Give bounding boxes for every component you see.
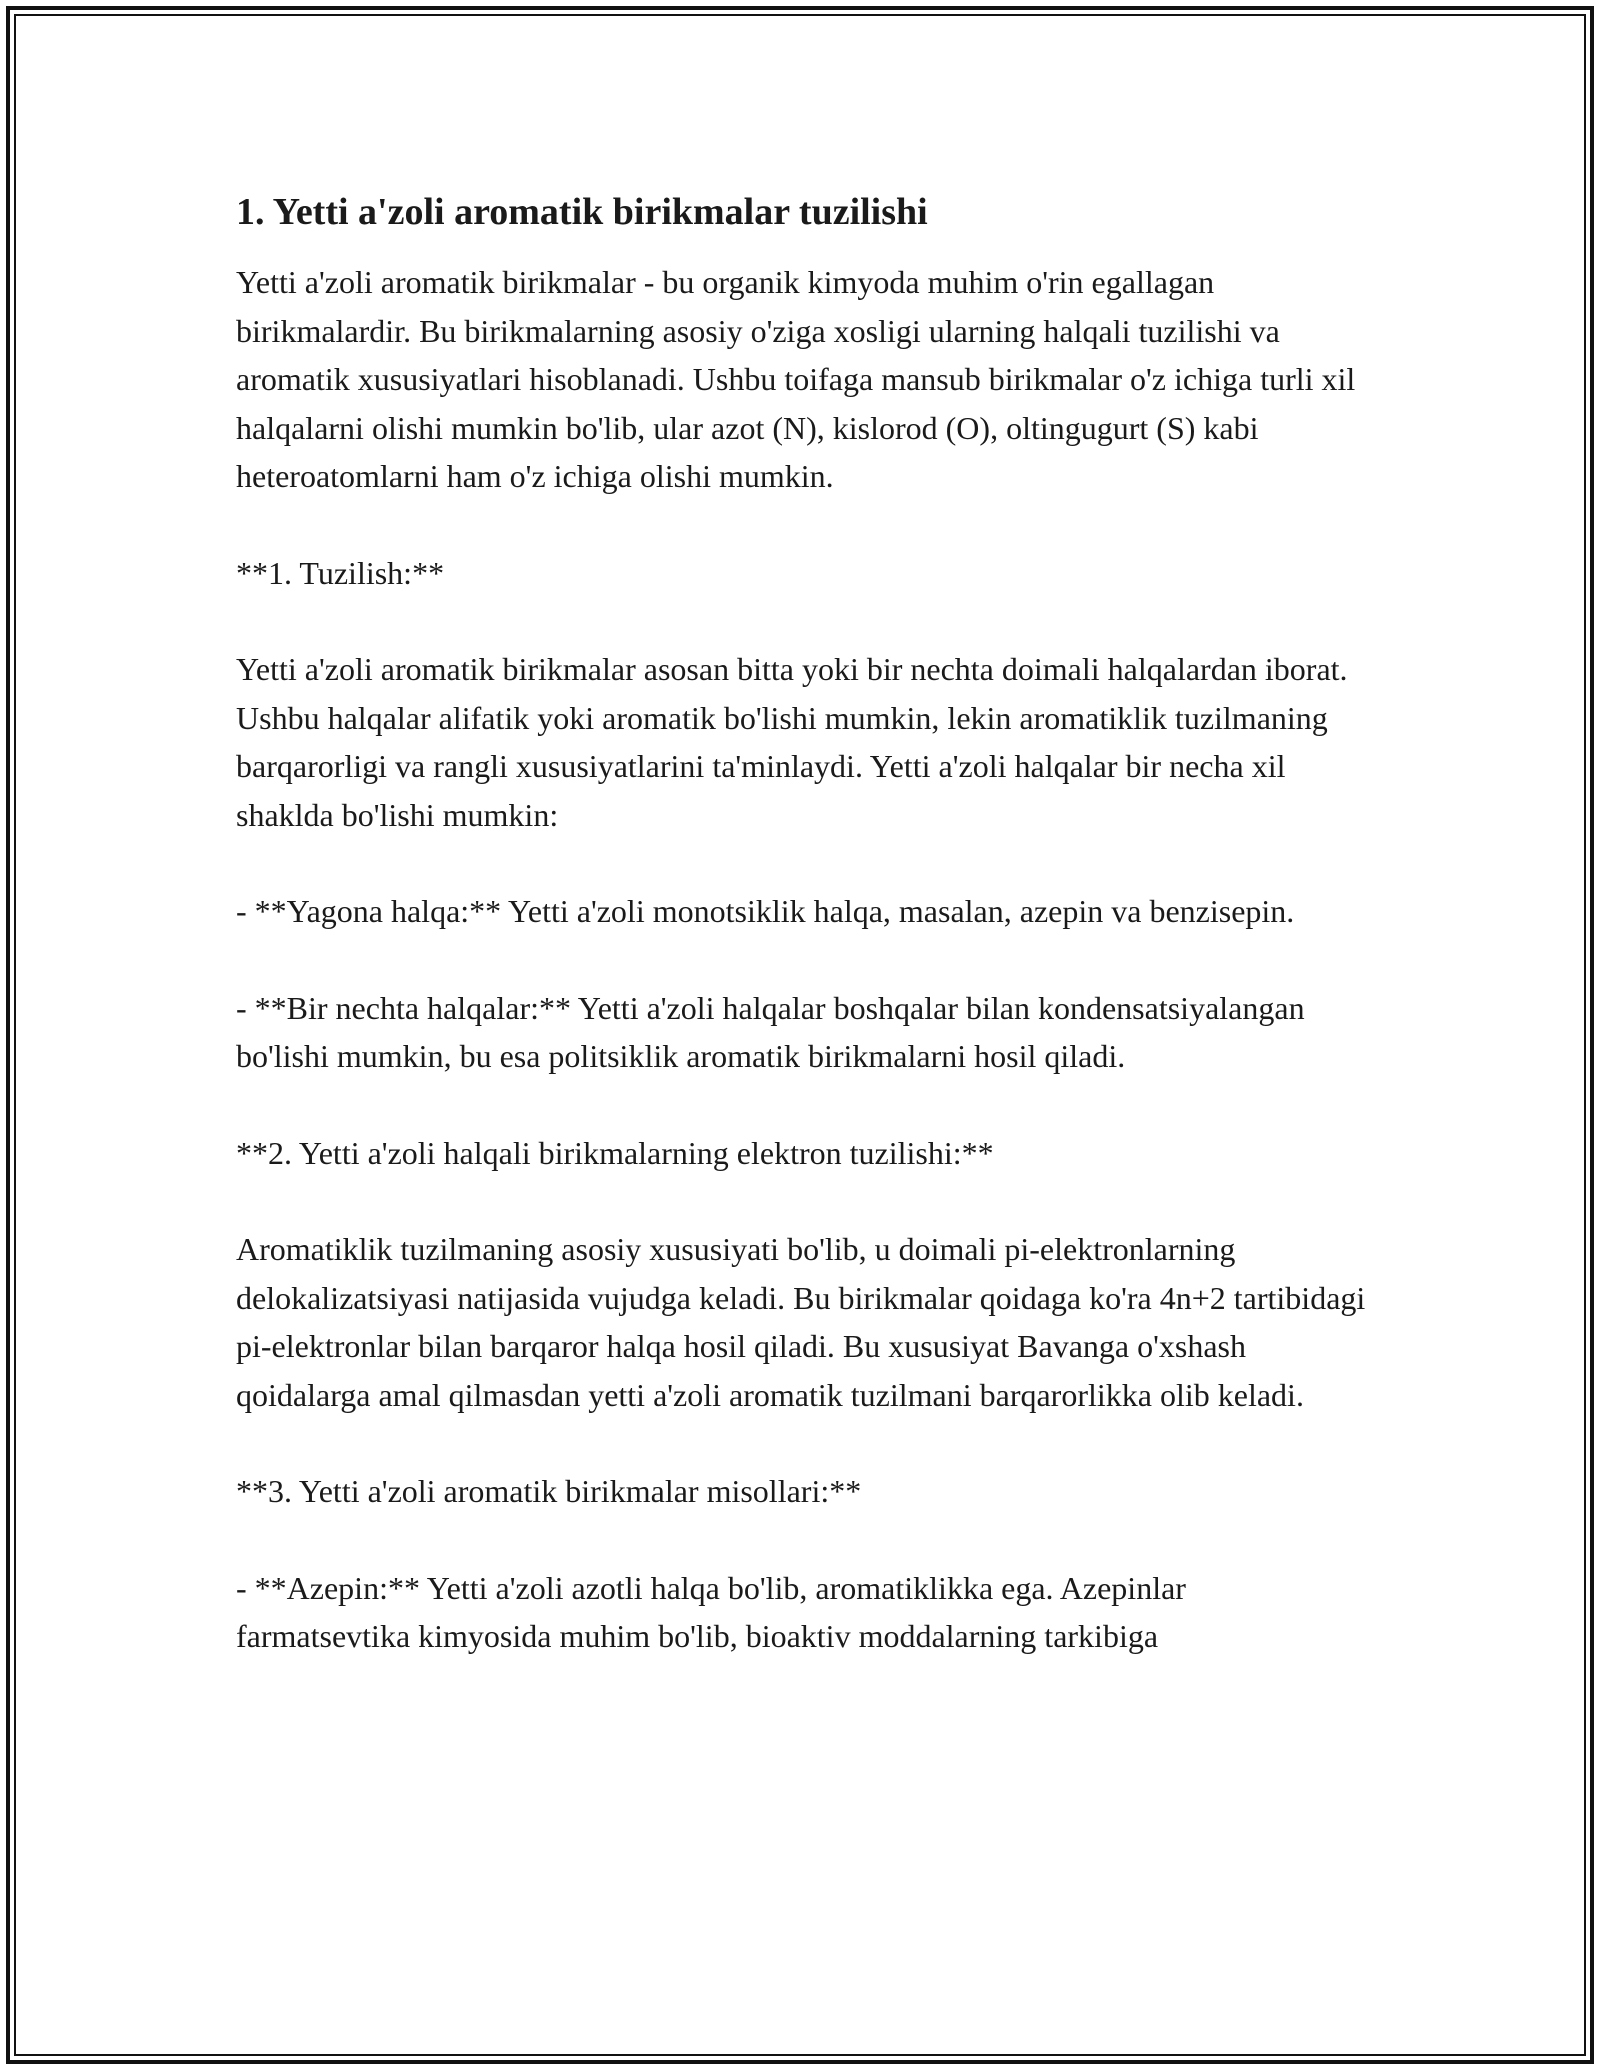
section-heading-structure: **1. Tuzilish:** xyxy=(236,554,445,591)
section-heading-electronic-structure: **2. Yetti a'zoli halqali birikmalarning elektron tuzilishi:** xyxy=(236,1134,994,1171)
list-item-azepin: - **Azepin:** Yetti a'zoli azotli halqa bo'lib, aromatiklikka ega. Azepinlar farmatsevtika kimyosida muhim bo'lib, bioaktiv moddalarning tarkibiga xyxy=(236,1569,1186,1654)
section-heading-examples: **3. Yetti a'zoli aromatik birikmalar misollari:** xyxy=(236,1473,862,1509)
list-item-single-ring: - **Yagona halqa:** Yetti a'zoli monotsiklik halqa, masalan, azepin va benzisepin. xyxy=(236,893,1295,929)
paragraph-intro: Yetti a'zoli aromatik birikmalar - bu organik kimyoda muhim o'rin egallagan birikmalardir. Bu birikmalarning asosiy o'ziga xosligi ularning halqali tuzilishi va aromatik xususiyatlari hisoblanadi. Ushbu toifaga mansub birikmalar o'z ichiga turli xil halqalarni olishi mumkin bo'lib, ular azot (N), kislorod (O), oltingugurt (S) kabi heteroatomlarni ham o'z ichiga olishi mumkin. xyxy=(236,264,1356,494)
document-body xyxy=(236,188,1366,1709)
list-item-multiple-rings: - **Bir nechta halqalar:** Yetti a'zoli halqalar boshqalar bilan kondensatsiyalangan bo'lishi mumkin, bu esa politsiklik aromatik birikmalarni hosil qiladi. xyxy=(236,989,1305,1074)
document-title: 1. Yetti a'zoli aromatik birikmalar tuzilishi xyxy=(236,191,928,233)
paragraph-structure: Yetti a'zoli aromatik birikmalar asosan bitta yoki bir nechta doimali halqalardan iborat. Ushbu halqalar alifatik yoki aromatik bo'lishi mumkin, lekin aromatiklik tuzilmaning barqarorligi va rangli xususiyatlarini ta'minlaydi. Yetti a'zoli halqalar bir necha xil shakldа bo'lishi mumkin: xyxy=(236,651,1348,833)
paragraph-electronic-structure: Aromatiklik tuzilmaning asosiy xususiyati bo'lib, u doimali pi-elektronlarning delokalizatsiyasi natijasida vujudga keladi. Bu birikmalar qoidaga ko'ra 4n+2 tartibidagi pi-elektronlar bilan barqaror halqa hosil qiladi. Bu xususiyat Bavanga o'xshash qoidalarga amal qilmasdan yetti a'zoli aromatik tuzilmani barqarorlikka olib keladi. xyxy=(236,1231,1366,1413)
